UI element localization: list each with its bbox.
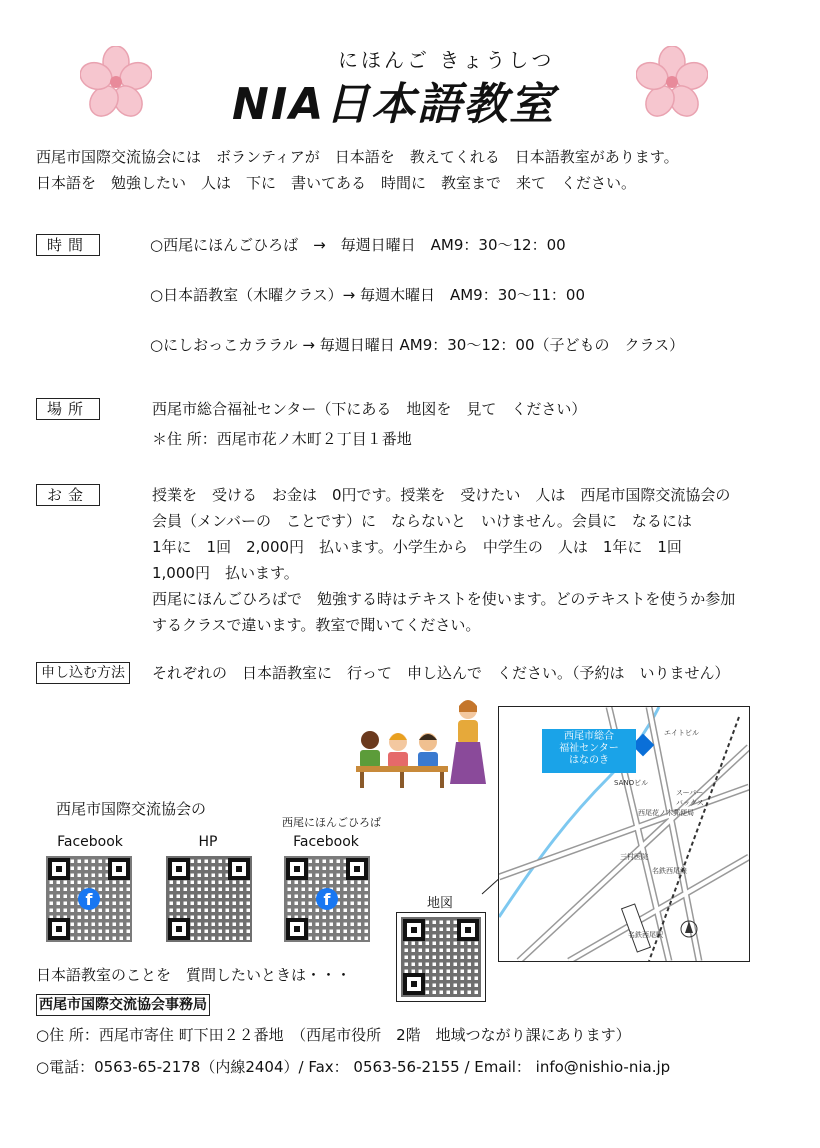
map-text-sano-building: SANOビル bbox=[614, 779, 649, 787]
contact-question: 日本語教室のことを 質問したいときは・・・ bbox=[36, 966, 352, 984]
time-label: 時間 bbox=[36, 234, 100, 256]
facebook-title-2: Facebook bbox=[293, 834, 359, 850]
time-item-1: ○西尾にほんごひろば → 毎週日曜日 AM9：30～12：00 bbox=[150, 236, 566, 254]
qr-code-map[interactable] bbox=[396, 912, 486, 1002]
fee-line-1: 授業を 受ける お金は 0円です。授業を 受けたい 人は 西尾市国際交流協会の bbox=[152, 486, 731, 504]
map-center-label: 西尾市総合 福祉センター はなのき bbox=[542, 729, 636, 773]
facebook-icon: f bbox=[78, 888, 100, 910]
place-label: 場所 bbox=[36, 398, 100, 420]
time-item-2: ○日本語教室（木曜クラス）→ 毎週木曜日 AM9：30～11：00 bbox=[150, 286, 585, 304]
apply-label: 申し込む方法 bbox=[36, 662, 130, 684]
fee-line-2: 会員（メンバーの ことです）に ならないと いけません。会員に なるには bbox=[152, 512, 692, 530]
map-text-eight-building: エイトビル bbox=[664, 729, 699, 737]
fee-line-6: するクラスで違います。教室で聞いてください。 bbox=[152, 616, 481, 634]
fee-line-5: 西尾にほんごひろばで 勉強する時はテキストを使います。どのテキストを使うか参加 bbox=[152, 590, 736, 608]
apply-text: それぞれの 日本語教室に 行って 申し込んで ください。（予約は いりません） bbox=[152, 664, 730, 682]
page-title: NIA日本語教室 bbox=[232, 79, 556, 130]
hiroba-heading: 西尾にほんごひろば bbox=[282, 816, 381, 829]
map-text-nishio-station: 名鉄西尾駅 bbox=[628, 931, 663, 939]
cherry-blossom-left-icon bbox=[80, 46, 152, 118]
classroom-illustration bbox=[356, 696, 490, 792]
map-text-clinic: 三村医院 bbox=[620, 853, 648, 861]
contact-address: ○住 所：西尾市寄住 町下田２２番地 （西尾市役所 2階 地域つながり課にあります） bbox=[36, 1026, 631, 1044]
association-heading: 西尾市国際交流協会の bbox=[56, 800, 207, 818]
qr-code-hiroba-facebook[interactable] bbox=[284, 856, 370, 942]
place-line-1: 西尾市総合福祉センター（下にある 地図を 見て ください） bbox=[152, 400, 587, 418]
map-text-super-bax: スーパー バックス bbox=[676, 789, 704, 807]
cherry-blossom-right-icon bbox=[636, 46, 708, 118]
title-ruby: にほんご きょうしつ bbox=[338, 48, 555, 72]
intro-line-1: 西尾市国際交流協会には ボランティアが 日本語を 教えてくれる 日本語教室があります。 bbox=[36, 148, 679, 166]
contact-phone: ○電話：0563-65-2178（内線2404）/ Fax： 0563-56-2155 / Email： info@nishio-nia.jp bbox=[36, 1058, 671, 1076]
facebook-icon: f bbox=[316, 888, 338, 910]
hp-title: HP bbox=[198, 834, 218, 850]
fee-line-3: 1年に 1回 2,000円 払います。小学生から 中学生の 人は 1年に 1回 bbox=[152, 538, 682, 556]
map-text-meitetsu-line: 名鉄西尾線 bbox=[652, 867, 687, 875]
time-item-3: ○にしおっこカララル → 毎週日曜日 AM9：30～12：00（子どもの クラス） bbox=[150, 336, 685, 354]
intro-line-2: 日本語を 勉強したい 人は 下に 書いてある 時間に 教室まで 来て ください。 bbox=[36, 174, 637, 192]
place-address: ＊住 所：西尾市花ノ木町２丁目１番地 bbox=[152, 430, 412, 448]
fee-line-4: 1,000円 払います。 bbox=[152, 564, 299, 582]
qr-code-association-facebook[interactable] bbox=[46, 856, 132, 942]
fee-label: お金 bbox=[36, 484, 100, 506]
qr-code-association-hp[interactable] bbox=[166, 856, 252, 942]
map-text-post-office: 西尾花ノ木郵便局 bbox=[638, 809, 694, 817]
office-name: 西尾市国際交流協会事務局 bbox=[36, 994, 210, 1016]
map-qr-title: 地図 bbox=[426, 896, 453, 911]
facebook-title-1: Facebook bbox=[57, 834, 123, 850]
